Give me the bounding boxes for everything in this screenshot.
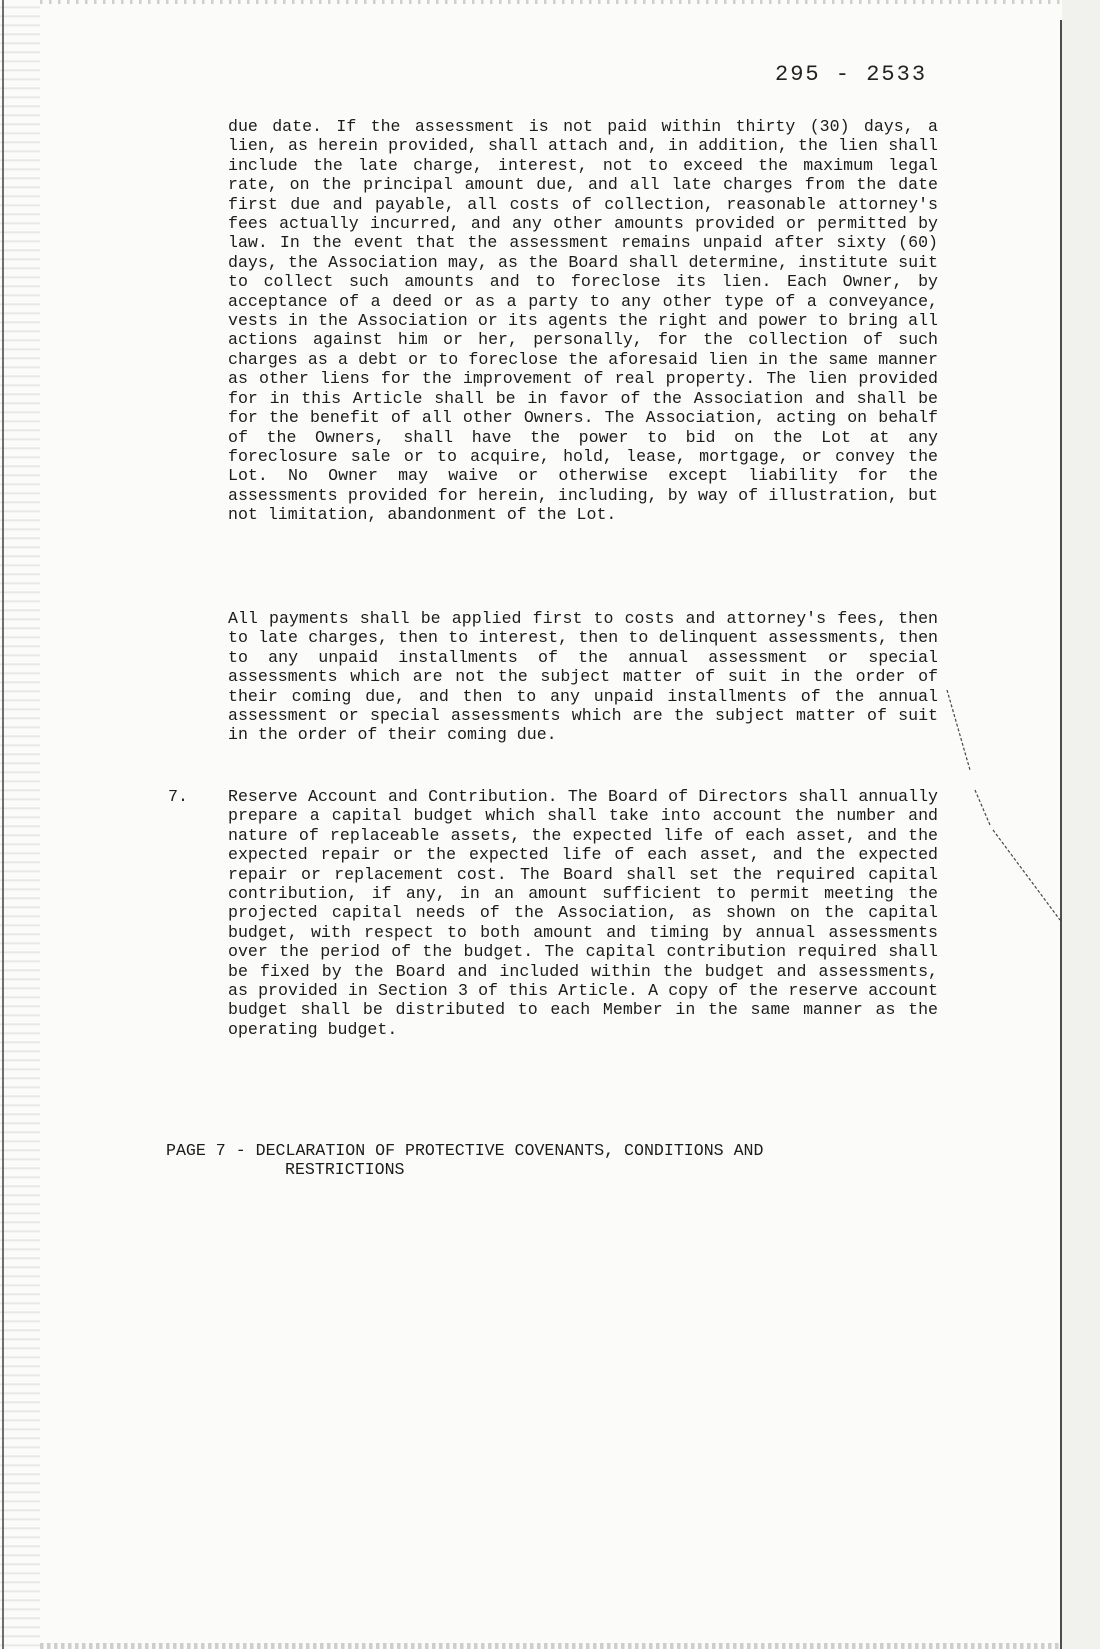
section-number: 7.	[168, 787, 188, 806]
scan-left-edge-artifact	[0, 0, 40, 1649]
page-footer	[166, 1141, 906, 1180]
scan-right-margin	[1062, 0, 1100, 1649]
scan-top-edge-artifact	[40, 0, 1060, 4]
scan-left-border	[2, 0, 4, 1649]
footer-line-1: PAGE 7 - DECLARATION OF PROTECTIVE COVENANTS, CONDITIONS AND	[166, 1141, 764, 1160]
body-paragraph-reserve-account: Reserve Account and Contribution. The Board of Directors shall annually prepare a capital budget which shall take into account the number and nature of replaceable assets, the expected life of each asset, and the expected repair or the expected life of each asset, and the expected repair or replacement cost. The Board shall set the required capital contribution, if any, in an amount sufficient to permit meeting the projected capital needs of the Association, as shown on the capital budget, with respect to both amount and timing by annual assessments over the period of the budget. The capital contribution required shall be fixed by the Board and included within the budget and assessments, as provided in Section 3 of this Article. A copy of the reserve account budget shall be distributed to each Member in the same manner as the operating budget.	[228, 787, 938, 1039]
body-paragraph-payments: All payments shall be applied first to costs and attorney's fees, then to late charges, then to interest, then to delinquent assessments, then to any unpaid installments of the annual assessment or special assessments which are not the subject matter of suit in the order of their coming due, and then to any unpaid installments of the annual assessment or special assessments which are the subject matter of suit in the order of their coming due.	[228, 609, 938, 745]
body-paragraph-lien: due date. If the assessment is not paid within thirty (30) days, a lien, as herein provided, shall attach and, in addition, the lien shall include the late charge, interest, not to exceed the maximum legal rate, on the principal amount due, and all late charges from the date first due and payable, all costs of collection, reasonable attorney's fees actually incurred, and any other amounts provided or permitted by law. In the event that the assessment remains unpaid after sixty (60) days, the Association may, as the Board shall determine, institute suit to collect such amounts and to foreclose its lien. Each Owner, by acceptance of a deed or as a party to any other type of a conveyance, vests in the Association or its agents the right and power to bring all actions against him or her, personally, for the collection of such charges as a debt or to foreclose the aforesaid lien in the same manner as other liens for the improvement of real property. The lien provided for in this Article shall be in favor of the Association and shall be for the benefit of all other Owners. The Association, acting on behalf of the Owners, shall have the power to bid on the Lot at any foreclosure sale or to acquire, hold, lease, mortgage, or convey the Lot. No Owner may waive or otherwise except liability for the assessments provided for herein, including, by way of illustration, but not limitation, abandonment of the Lot.	[228, 117, 938, 525]
margin-pen-mark	[945, 690, 1065, 930]
footer-line-2: RESTRICTIONS	[285, 1160, 405, 1180]
scan-bottom-edge-artifact	[40, 1643, 1060, 1649]
page-number: 295 - 2533	[775, 62, 928, 87]
